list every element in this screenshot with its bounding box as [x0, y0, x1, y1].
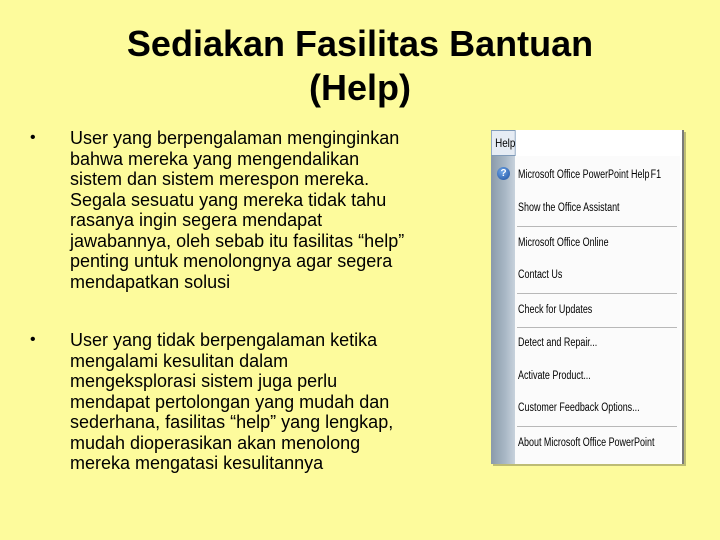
menu-item-label: Activate Product...	[518, 370, 591, 382]
bullet-text	[30, 330, 495, 474]
bullet-point-novice-users	[30, 330, 495, 474]
bullet-marker: •	[30, 129, 36, 146]
menu-separator	[517, 327, 677, 328]
bullet-line: mengalami kesulitan dalam	[70, 350, 289, 371]
menu-item-label: Check for Updates	[518, 304, 593, 316]
menu-item-about-powerpoint[interactable]	[518, 432, 655, 454]
menu-item-label: Show the Office Assistant	[518, 202, 620, 214]
bullet-line: sederhana, fasilitas “help” yang lengkap,	[70, 412, 394, 432]
menu-item-customer-feedback-options[interactable]	[518, 397, 647, 419]
menu-item-label: Contact Us	[518, 269, 563, 281]
menu-item-label: About Microsoft Office PowerPoint	[518, 437, 655, 449]
menu-separator	[517, 426, 677, 427]
menu-item-powerpoint-help[interactable]	[518, 164, 662, 186]
bullet-marker: •	[30, 331, 36, 348]
help-menu-screenshot	[491, 130, 684, 464]
menu-item-check-for-updates[interactable]	[518, 299, 647, 321]
bullet-text	[30, 128, 495, 292]
slide-title	[40, 22, 680, 110]
help-icon: ?	[497, 167, 510, 180]
bullet-point-experienced-users	[30, 128, 495, 292]
menu-item-label: Microsoft Office Online	[518, 237, 609, 249]
menu-item-shortcut: F1	[650, 169, 662, 181]
bullet-line: mudah dioperasikan akan menolong	[70, 432, 361, 453]
menu-item-detect-and-repair[interactable]	[518, 332, 647, 354]
menu-separator	[517, 226, 677, 227]
bullet-line: User yang berpengalaman menginginkan	[70, 128, 400, 148]
menu-separator	[517, 293, 677, 294]
bullet-line: mereka mengatasi kesulitannya	[70, 453, 324, 473]
bullet-line: mendapat pertolongan yang mudah dan	[70, 391, 390, 412]
bullet-line: rasanya ingin segera mendapat	[70, 210, 323, 230]
bullet-line: bahwa mereka yang mengendalikan	[70, 148, 360, 169]
bullet-line: mendapatkan solusi	[70, 271, 231, 292]
menu-item-office-online[interactable]	[518, 232, 647, 254]
bullet-line: sistem dan sistem merespon mereka.	[70, 169, 370, 189]
bullet-line: penting untuk menolongnya agar segera	[70, 251, 393, 271]
menu-icon-strip	[491, 156, 515, 464]
help-menu-header[interactable]: Help	[491, 130, 516, 156]
menu-item-show-office-assistant[interactable]	[518, 197, 647, 219]
menu-item-label: Customer Feedback Options...	[518, 402, 640, 414]
slide-title-line-2: (Help)	[309, 67, 411, 108]
bullet-line: mengeksplorasi sistem juga perlu	[70, 371, 338, 391]
slide-title-line-1: Sediakan Fasilitas Bantuan	[126, 23, 594, 64]
bullet-line: User yang tidak berpengalaman ketika	[70, 330, 378, 350]
menu-item-contact-us[interactable]	[518, 264, 647, 286]
bullet-line: jawabannya, oleh sebab itu fasilitas “help”	[70, 230, 405, 251]
menu-item-label: Microsoft Office PowerPoint Help	[518, 169, 650, 181]
menu-item-label: Detect and Repair...	[518, 337, 598, 349]
bullet-line: Segala sesuatu yang mereka tidak tahu	[70, 189, 387, 210]
menu-item-activate-product[interactable]	[518, 365, 647, 387]
